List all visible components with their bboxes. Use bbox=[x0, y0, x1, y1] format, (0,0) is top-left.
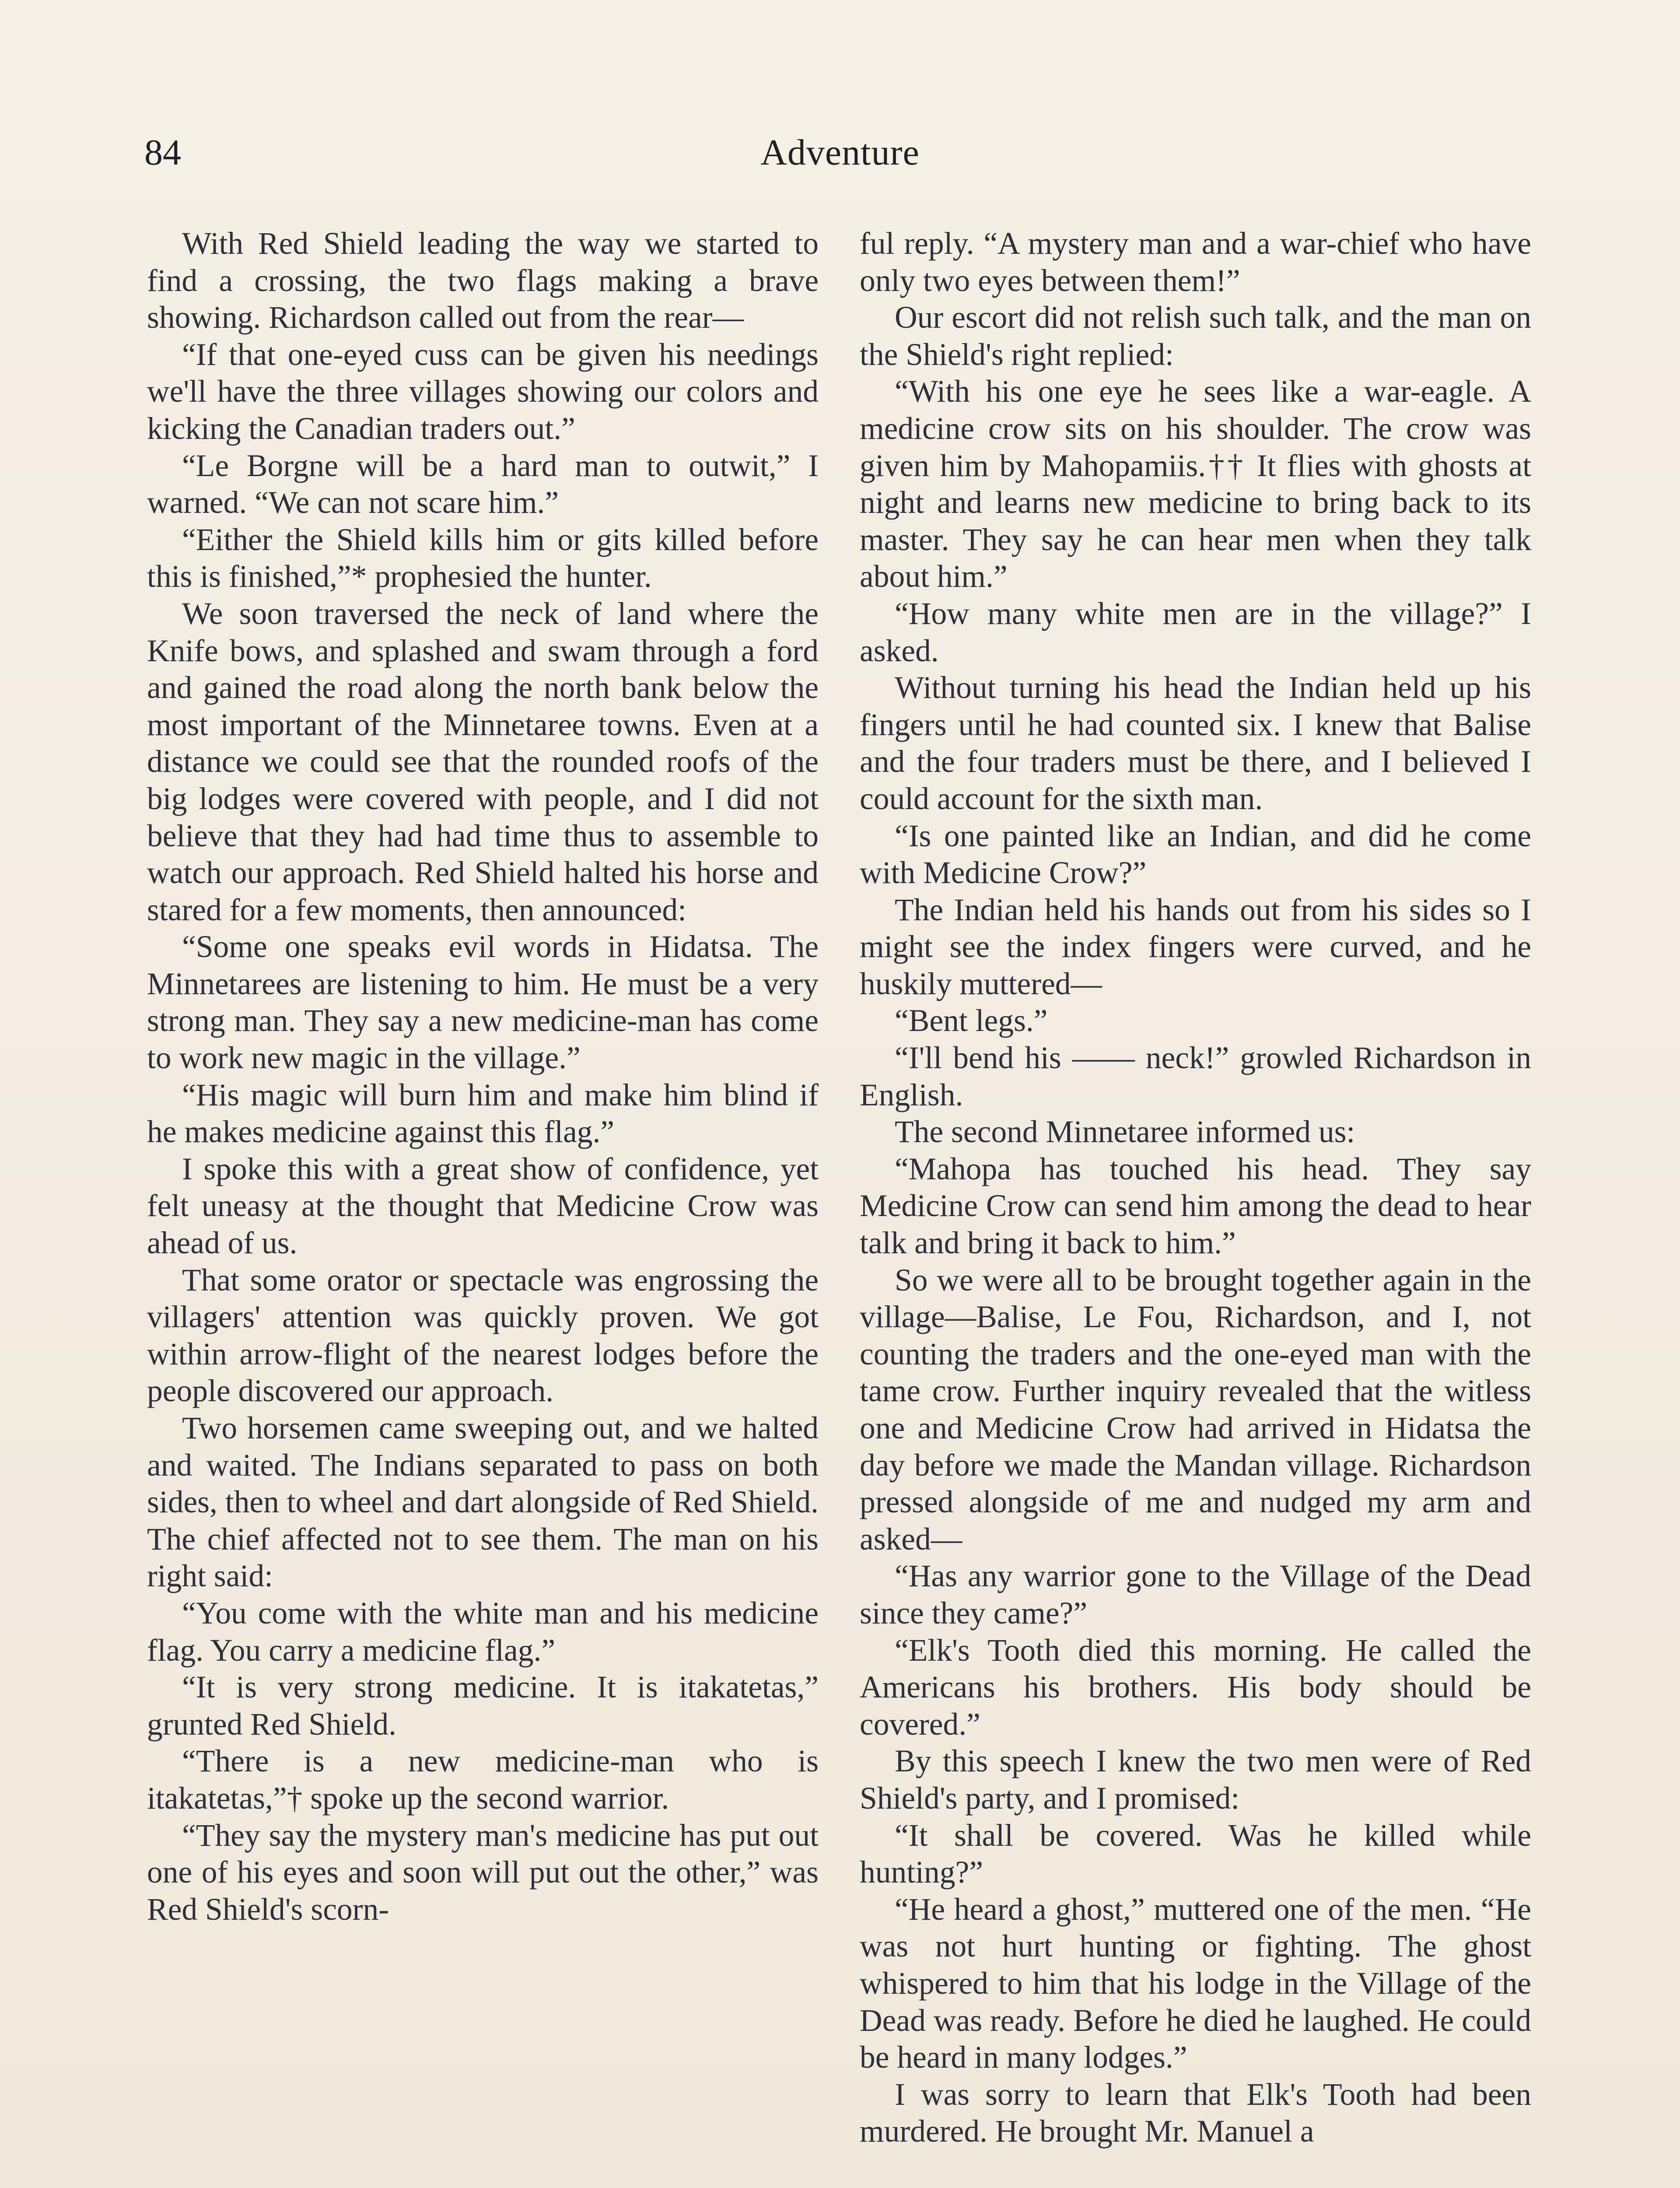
paragraph: “I'll bend his —— neck!” growled Richardson in English. bbox=[860, 1041, 1531, 1112]
page-header bbox=[144, 131, 1536, 184]
paragraph: “Some one speaks evil words in Hidatsa. The Minnetarees are listening to him. He must be a very strong man. They say a new medicine-man has come to work new magic in the village.” bbox=[147, 929, 819, 1076]
page-number: 84 bbox=[144, 132, 181, 173]
paragraph-continued: ful reply. “A mystery man and a war-chief who have only two eyes between them!” bbox=[860, 226, 1531, 298]
paragraph: “It is very strong medicine. It is itakatetas,” grunted Red Shield. bbox=[147, 1670, 819, 1742]
paragraph: Our escort did not relish such talk, and the man on the Shield's right replied: bbox=[860, 300, 1531, 372]
paragraph: “If that one-eyed cuss can be given his needings we'll have the three villages showing our colors and kicking the Canadian traders out.” bbox=[147, 337, 819, 446]
paragraph: We soon traversed the neck of land where the Knife bows, and splashed and swam through a ford and gained the road along the north bank below the most important of the Minnetaree towns. Even at a distance we could see that the rounded roofs of the big lodges were covered with people, and I did not believe that they had had time thus to assemble to watch our approach. Red Shield halted his horse and stared for a few moments, then announced: bbox=[147, 596, 819, 927]
paragraph: “Has any warrior gone to the Village of the Dead since they came?” bbox=[860, 1559, 1531, 1630]
paragraph: “They say the mystery man's medicine has put out one of his eyes and soon will put out the other,” was Red Shield's scorn- bbox=[147, 1818, 819, 1927]
paragraph: The second Minnetaree informed us: bbox=[895, 1115, 1355, 1150]
paragraph: By this speech I knew the two men were of Red Shield's party, and I promised: bbox=[860, 1744, 1531, 1816]
paragraph: “Either the Shield kills him or gits killed before this is finished,”* prophesied the hunter. bbox=[147, 522, 819, 594]
paragraph: “With his one eye he sees like a war-eagle. A medicine crow sits on his shoulder. The crow was given him by Mahopamiis.†† It flies with ghosts at night and learns new medicine to bring back to its master. They say he can hear men when they talk about him.” bbox=[860, 374, 1531, 594]
paragraph: “You come with the white man and his medicine flag. You carry a medicine flag.” bbox=[147, 1595, 819, 1668]
running-title: Adventure bbox=[760, 132, 920, 173]
paragraph: “There is a new medicine-man who is itakatetas,”† spoke up the second warrior. bbox=[147, 1744, 819, 1816]
paragraph: “Le Borgne will be a hard man to outwit,” I warned. “We can not scare him.” bbox=[147, 448, 819, 520]
paragraph: “He heard a ghost,” muttered one of the men. “He was not hurt hunting or fighting. The ghost whispered to him that his lodge in the Village of the Dead was ready. Before he died he laughed. He could be heard in many lodges.” bbox=[860, 1892, 1531, 2075]
right-column-text bbox=[860, 225, 1531, 2188]
paragraph: “Bent legs.” bbox=[895, 1003, 1048, 1038]
paragraph: “Is one painted like an Indian, and did he come with Medicine Crow?” bbox=[860, 818, 1531, 891]
right-column bbox=[860, 225, 1531, 2188]
paragraph: Two horsemen came sweeping out, and we halted and waited. The Indians separated to pass on both sides, then to wheel and dart alongside of Red Shield. The chief affected not to see them. The man on his right said: bbox=[147, 1411, 819, 1594]
paragraph: “It shall be covered. Was he killed while hunting?” bbox=[860, 1818, 1531, 1890]
paragraph: So we were all to be brought together again in the village—Balise, Le Fou, Richardson, and I, not counting the traders and the one-eyed man with the tame crow. Further inquiry revealed that the witless one and Medicine Crow had arrived in Hidatsa the day before we made the Mandan village. Richardson pressed alongside of me and nudged my arm and asked— bbox=[860, 1262, 1531, 1557]
left-column-text bbox=[147, 225, 819, 2188]
paragraph: That some orator or spectacle was engrossing the villagers' attention was quickly proven. We got within arrow-flight of the nearest lodges before the people discovered our approach. bbox=[147, 1262, 819, 1409]
paragraph: With Red Shield leading the way we started to find a crossing, the two flags making a brave showing. Richardson called out from the rear— bbox=[147, 226, 819, 335]
paragraph: “How many white men are in the village?” I asked. bbox=[860, 596, 1531, 668]
paragraph: I was sorry to learn that Elk's Tooth had been murdered. He brought Mr. Manuel a bbox=[860, 2077, 1531, 2149]
paragraph: Without turning his head the Indian held up his fingers until he had counted six. I knew that Balise and the four traders must be there, and I believed I could account for the sixth man. bbox=[860, 670, 1531, 816]
left-column bbox=[147, 225, 819, 2188]
paragraph: “His magic will burn him and make him blind if he makes medicine against this flag.” bbox=[147, 1077, 819, 1150]
paragraph: The Indian held his hands out from his sides so I might see the index fingers were curved, and he huskily muttered— bbox=[860, 892, 1531, 1001]
paragraph: “Elk's Tooth died this morning. He called the Americans his brothers. His body should be covered.” bbox=[860, 1633, 1531, 1742]
paragraph: I spoke this with a great show of confidence, yet felt uneasy at the thought that Medicine Crow was ahead of us. bbox=[147, 1151, 819, 1261]
paragraph: “Mahopa has touched his head. They say Medicine Crow can send him among the dead to hear talk and bring it back to him.” bbox=[860, 1151, 1531, 1261]
